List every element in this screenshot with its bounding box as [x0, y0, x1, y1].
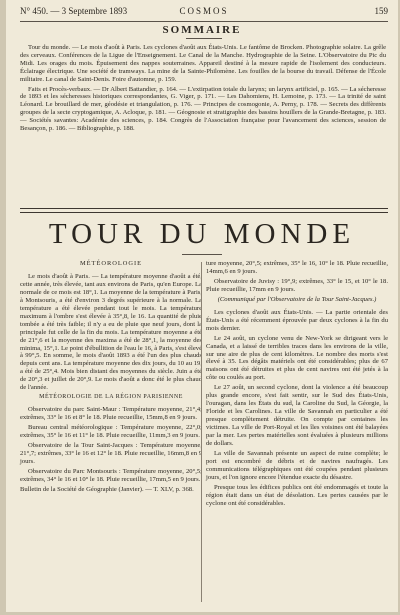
page-number: 159	[374, 6, 388, 16]
column-divider	[201, 262, 202, 602]
page-header	[20, 2, 388, 20]
article-paragraph: La ville de Savannah présente un aspect de ruine complète; le port est encombré de débris et de navires naufragés. Les communications télégraphiques ont été coupées pendant plusieurs jours, et l'on ignore encore l'étendue exacte du désastre.	[206, 449, 388, 481]
summary-paragraph: Tour du monde. — Le mois d'août à Paris. Les cyclones d'août aux États-Unis. Le fantôme de Brocken. Photographie solaire. La grêle des cerveaux. Conférences de la Ligue de l'Enseignement. Le Canal de la Manche. Hydrographie de la Seine. L'Observatoire du Pic du Midi. Les orages du mois. Épuisement des nappes souterraines. Appareil destiné à la mesure rapide de l'isolement des conducteurs. Éclairage électrique. Une société de tramways. La mine de la Sainte-Philomène. Les fouilles de la bourse du travail. Défense de l'École militaire. Le canal de Saint-Denis. Foire d'automne, p. 159.	[20, 44, 386, 83]
article-paragraph: Le 27 août, un second cyclone, dont la violence a été beaucoup plus grande encore, s'est fait sentir, sur le Sud des États-Unis, l'ouragan, dans les États du sud, la Caroline du Sud, la Géorgie, la Floride et les Carolines. La ville de Savannah en particulier a été presque complètement détruite. On compte par centaines les victimes. La ville de Port-Royal et les îles voisines ont été balayées par la mer. Les pertes matérielles sont évaluées à plusieurs millions de dollars.	[206, 384, 388, 448]
observation-paragraph: Observatoire du parc Saint-Maur : Température moyenne, 21°,4; extrêmes, 33° le 16 et 8° le 18. Pluie recueillie, 15mm,8 en 9 jours.	[20, 406, 202, 422]
observation-paragraph: Observatoire de la Tour Saint-Jacques : Température moyenne, 21°,7; extrêmes, 33° le 16 et 12° le 18. Pluie recueillie, 16mm,8 en 9 jours.	[20, 442, 202, 465]
journal-page	[6, 0, 398, 612]
section-double-rule	[20, 208, 388, 213]
header-rule	[20, 21, 388, 22]
sub-heading: MÉTÉOROLOGIE DE LA RÉGION PARISIENNE	[39, 394, 183, 401]
observation-paragraph: Bureau central météorologique : Température moyenne, 22°,0; extrêmes, 35° le 16 et 11° le 18. Pluie recueillie, 11mm,3 en 9 jours.	[20, 424, 202, 440]
article-paragraph: Le mois d'août à Paris. — La température moyenne d'août a été, cette année, très élevée, tant aux environs de Paris, qu'en Europe. La normale de ce mois est 18°,1. La moyenne de la température à Paris, à Montsouris, a été d'environ 3 degrés supérieure à la normale. La température a été élevée pendant tout le mois. La température maximum à l'ombre s'est élevée à 35°,8, le 16. La quantité de pluie tombée a été très faible; il n'y a eu de pluie que neuf jours, dont la principale fut celle de la fin du mois. La température moyenne a été de 21°,6 et la moyenne des maxima a été de 28°,1, la moyenne des minima, 15°,1. Le point d'ébullition de l'eau le 16, à Paris, s'est élevé à 99°,5. En somme, le mois d'août 1893 a été l'un des plus chauds depuis cent ans. La température moyenne des dix jours, du 10 au 19, a été de 25°,4. Mois bien distant des moyennes du siècle. Juin a été de 20°,3 et juillet de 20°,9. Le mois d'août a donc été le plus chaud de l'année.	[20, 272, 202, 392]
observation-paragraph: Observatoire de Juvisy : 19°,9; extrêmes, 33° le 15, et 10° le 18. Pluie recueillie, 17mm en 9 jours.	[206, 277, 388, 293]
article-paragraph: Le 24 août, un cyclone venu de New-York se dirigeant vers le Canada, et a laissé de terribles traces dans les environs de la ville, sur une aire de plus de cent kilomètres. Le nombre des morts s'est élevé à 35. Les dégâts matériels ont été considérables; plus de 67 maisons ont été détruites et plus de cent navires ont été jetés à la côte ou coulés au port.	[206, 334, 388, 382]
article-paragraph: Presque tous les édifices publics ont été endommagés et toute la région était dans un état de désolation. Les pertes causées par le cyclone ont été considérables.	[206, 483, 388, 507]
sommaire-rule	[186, 38, 222, 39]
issue-number: N° 450. — 3 Septembre 1893	[20, 6, 128, 16]
article-paragraph: Les cyclones d'août aux États-Unis. — La partie orientale des États-Unis a été récemment éprouvée par deux cyclones à la fin du mois dernier.	[206, 308, 388, 332]
sommaire-title: SOMMAIRE	[162, 24, 242, 36]
journal-name: COSMOS	[179, 6, 229, 16]
observation-paragraph: Observatoire du Parc Montsouris : Température moyenne, 20°,5; extrêmes, 34° le 16 et 10° le 18. Pluie recueillie, 17mm,5 en 9 jours.	[20, 467, 202, 483]
footer-reference: Bulletin de la Société de Géographie (Janvier). — T. XLV, p. 368.	[20, 485, 194, 493]
left-column	[20, 260, 202, 496]
continued-text: ture moyenne, 20°,5; extrêmes, 35° le 16, 10° le 18. Pluie recueillie, 14mm,6 en 9 jours.	[206, 260, 388, 275]
summary-block	[20, 44, 386, 135]
summary-paragraph: Faits et Procès-verbaux. — Dr Albert Battandier, p. 164. — L'extirpation totale du larynx; un larynx artificiel, p. 165. — La sécheresse de 1893 et les sécheresses historiques correspondantes, G. Viger, p. 171. — Les Dahomiens, H. Lemoine, p. 173. — La trinité de saint Léonard. Le brouillard de mer, géodésie et triangulation, p. 176. — Principes de cosmogonie, A. Perny, p. 178. — Secrets des diffèrents groupes de la secte cryptogamique, A. Acloque, p. 181. — Géognosie et stratigraphie des bassins houillers de la Grande-Bretagne, p. 183. — Sociétés savantes: Académie des sciences, p. 184. Congrès de l'Association française pour l'avancement des sciences, session de Besançon, p. 186. — Bibliographie, p. 188.	[20, 85, 386, 133]
section-title: TOUR DU MONDE	[48, 218, 356, 250]
column-heading: MÉTÉOROLOGIE	[79, 260, 143, 267]
title-rule	[182, 254, 222, 255]
credit-line: (Communiqué par l'Observatoire de la Tour Saint-Jacques.)	[217, 295, 377, 303]
right-column	[206, 260, 388, 510]
